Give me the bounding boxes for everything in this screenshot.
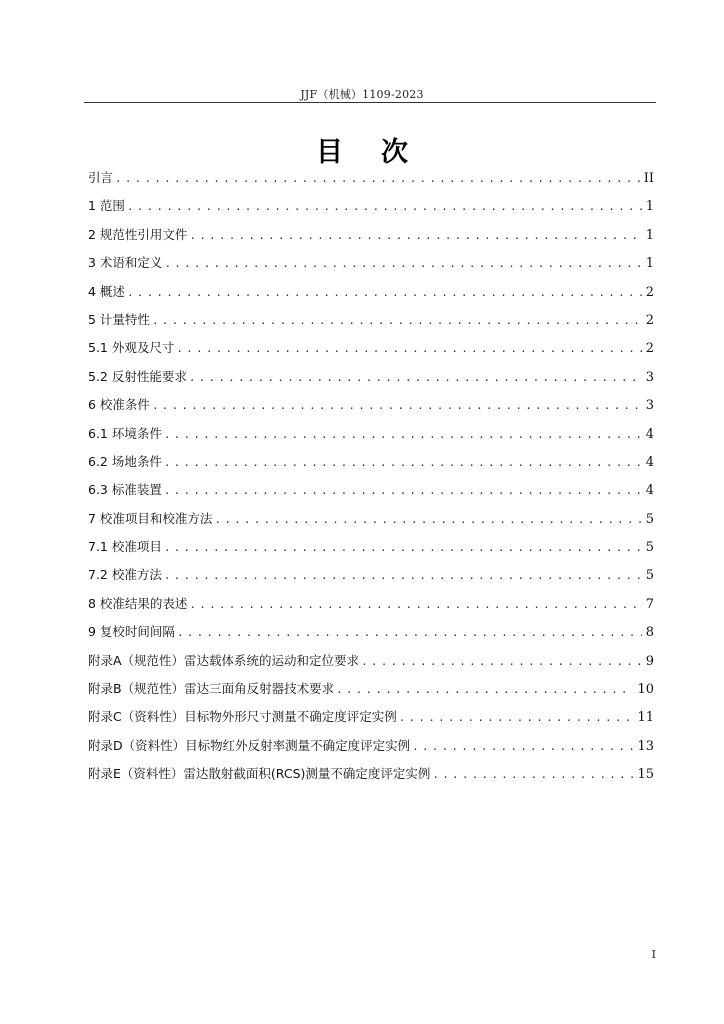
toc-entry[interactable] [88,590,654,618]
toc-entry-label: 6.3 标准装置 [88,482,162,498]
toc-entry[interactable] [88,221,654,249]
toc-dot-leader [164,421,642,449]
toc-dot-leader [432,761,633,789]
toc-dot-leader [127,279,642,307]
toc-entry-label: 5.1 外观及尺寸 [88,340,175,356]
toc-entry[interactable] [88,647,654,675]
toc-dot-leader [189,222,641,250]
toc-entry-label: 9 复校时间间隔 [88,624,175,640]
toc-entry-label: 7.1 校准项目 [88,539,162,555]
toc-entry-label: 7.2 校准方法 [88,567,162,583]
toc-dot-leader [176,335,641,363]
toc-dot-leader [336,676,633,704]
toc-entry-page: 5 [645,540,654,556]
toc-entry-label: 4 概述 [88,283,125,299]
toc-dot-leader [164,534,642,562]
toc-dot-leader [189,591,641,619]
toc-entry-label: 6.1 环境条件 [88,425,162,441]
toc-entry-label: 2 规范性引用文件 [88,226,188,242]
toc-entry[interactable] [88,561,654,589]
toc-entry-page: 8 [645,625,654,641]
toc-dot-leader [177,619,642,647]
toc-entry-page: 2 [645,284,654,300]
toc-dot-leader [164,477,642,505]
toc-entry-page: 10 [637,682,654,698]
toc-entry-page: II [643,171,654,186]
toc-entry-label: 8 校准结果的表述 [88,595,188,611]
toc-entry[interactable] [88,192,654,220]
toc-dot-leader [361,648,642,676]
toc-entry-label: 6.2 场地条件 [88,453,162,469]
toc-entry[interactable] [88,306,654,334]
toc-entry-label: 3 术语和定义 [88,255,163,271]
toc-entry-page: 2 [645,341,654,357]
toc-dot-leader [127,193,642,221]
toc-entry[interactable] [88,675,654,703]
toc-dot-leader [399,704,634,732]
toc-entry-page: 4 [645,454,654,470]
toc-entry-page: 4 [645,426,654,442]
toc-entry[interactable] [88,391,654,419]
toc-entry[interactable] [88,448,654,476]
table-of-contents [88,164,654,789]
toc-dot-leader [152,307,642,335]
toc-entry-page: 5 [645,511,654,527]
toc-entry-page: 15 [637,767,654,783]
header-divider [84,102,656,103]
header-standard-code: JJF（机械）1109-2023 [300,88,424,101]
toc-dot-leader [152,392,642,420]
toc-entry-label: 附录E（资料性）雷达散射截面积(RCS)测量不确定度评定实例 [88,766,431,782]
toc-entry-label: 附录D（资料性）目标物红外反射率测量不确定度评定实例 [88,737,411,753]
toc-entry-label: 7 校准项目和校准方法 [88,510,213,526]
toc-entry[interactable] [88,618,654,646]
page-title: 目次 [316,137,446,168]
toc-entry-page: 1 [645,256,654,272]
toc-entry[interactable] [88,703,654,731]
toc-entry-page: 9 [645,653,654,669]
toc-entry[interactable] [88,363,654,391]
toc-entry-label: 附录A（规范性）雷达载体系统的运动和定位要求 [88,652,360,668]
toc-dot-leader [412,733,633,761]
toc-entry-label: 附录C（资料性）目标物外形尺寸测量不确定度评定实例 [88,709,397,725]
toc-entry-page: 1 [645,199,654,215]
toc-entry-page: 7 [645,596,654,612]
toc-dot-leader [189,364,642,392]
toc-entry-page: 5 [645,568,654,584]
toc-entry-page: 3 [645,369,654,385]
toc-dot-leader [164,449,642,477]
toc-dot-leader [164,562,642,590]
toc-entry-page: 4 [645,483,654,499]
toc-entry[interactable] [88,533,654,561]
toc-entry-label: 5.2 反射性能要求 [88,368,187,384]
toc-dot-leader [115,165,640,193]
toc-entry[interactable] [88,505,654,533]
toc-entry-page: 1 [645,227,654,243]
toc-entry[interactable] [88,334,654,362]
toc-entry[interactable] [88,760,654,788]
toc-entry-label: 6 校准条件 [88,397,150,413]
toc-entry[interactable] [88,249,654,277]
toc-entry-label: 引言 [88,170,114,185]
toc-entry[interactable] [88,278,654,306]
page-number: I [651,948,656,961]
toc-entry[interactable] [88,476,654,504]
toc-entry-page: 3 [645,398,654,414]
toc-entry-page: 13 [637,738,654,754]
toc-dot-leader [164,250,641,278]
toc-entry-label: 5 计量特性 [88,311,150,327]
toc-entry[interactable] [88,732,654,760]
toc-entry-page: 11 [637,710,654,726]
toc-entry-page: 2 [645,312,654,328]
toc-dot-leader [214,506,641,534]
toc-entry-label: 附录B（规范性）雷达三面角反射器技术要求 [88,681,335,697]
toc-entry-label: 1 范围 [88,198,125,214]
toc-entry[interactable] [88,164,654,192]
toc-entry[interactable] [88,420,654,448]
